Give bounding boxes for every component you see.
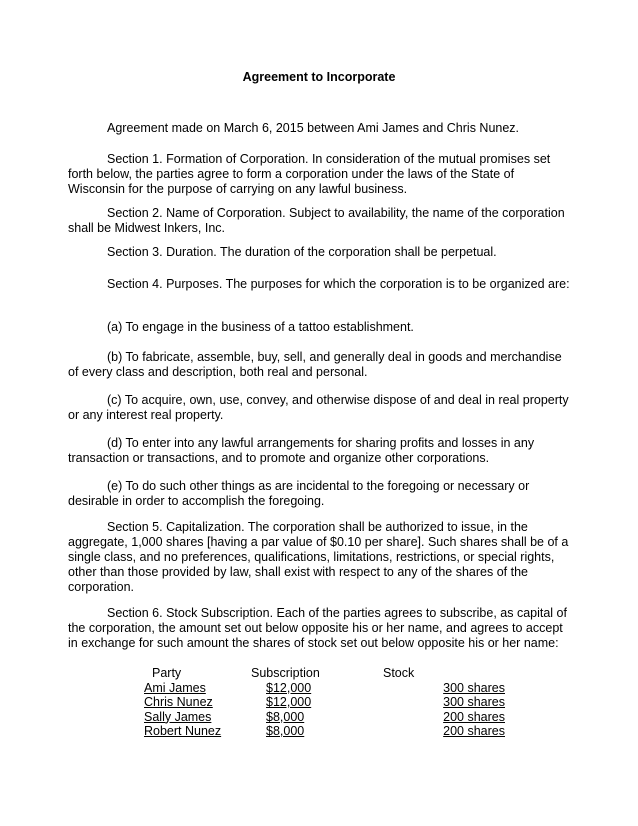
- agreement-intro: Agreement made on March 6, 2015 between Ami James and Chris Nunez.: [107, 121, 520, 135]
- purpose-c: (c) To acquire, own, use, convey, and otherwise dispose of and deal in real property or any interest real property.: [68, 393, 569, 422]
- purpose-e: (e) To do such other things as are incidental to the foregoing or necessary or desirable in order to accomplish the foregoing.: [68, 479, 530, 508]
- table-row: [144, 724, 505, 739]
- purpose-d: (d) To enter into any lawful arrangements for sharing profits and losses in any transaction or transactions, and to promote and organize other corporations.: [68, 436, 535, 465]
- stock-shares: 200 shares: [443, 724, 505, 738]
- party-name: Robert Nunez: [144, 724, 222, 738]
- subscription-table: [144, 666, 505, 739]
- section-6-stock-subscription: Section 6. Stock Subscription. Each of the parties agrees to subscribe, as capital of the corporation, the amount set out below opposite his or her name, and agrees to accept in exchange for such amount the shares of stock set out below opposite his or her name:: [68, 606, 567, 650]
- table-row: [144, 695, 505, 710]
- party-name: Ami James: [144, 680, 206, 695]
- header-stock: Stock: [383, 666, 415, 680]
- subscription-amount: $8,000: [266, 709, 305, 724]
- table-row: [144, 710, 505, 725]
- section-1-formation: Section 1. Formation of Corporation. In consideration of the mutual promises set forth below, the parties agree to form a corporation under the laws of the State of Wisconsin for the purpose of carrying on any lawful business.: [68, 152, 551, 196]
- subscription-amount: $12,000: [266, 680, 312, 695]
- section-5-capitalization: Section 5. Capitalization. The corporation shall be authorized to issue, in the aggregate, 1,000 shares [having a par value of $0.10 per share]. Such shares shall be of a single class, and no preferences, qualifications, limitations, restrictions, or special rights, other than those provided by law, shall exist with respect to any of the shares of the corporation.: [68, 520, 569, 594]
- section-3-duration: Section 3. Duration. The duration of the corporation shall be perpetual.: [107, 245, 497, 259]
- purpose-a: (a) To engage in the business of a tattoo establishment.: [107, 320, 414, 334]
- subscription-amount: $8,000: [266, 724, 305, 738]
- subscription-amount: $12,000: [266, 695, 312, 709]
- stock-shares: 300 shares: [443, 695, 505, 709]
- header-subscription: Subscription: [251, 666, 320, 680]
- stock-shares: 200 shares: [443, 709, 505, 724]
- section-4-purposes: Section 4. Purposes. The purposes for which the corporation is to be organized are:: [107, 277, 570, 291]
- header-party: Party: [152, 666, 182, 680]
- stock-shares: 300 shares: [443, 680, 505, 695]
- document-title: Agreement to Incorporate: [242, 70, 396, 84]
- section-2-name: Section 2. Name of Corporation. Subject to availability, the name of the corporation shall be Midwest Inkers, Inc.: [68, 206, 565, 235]
- purpose-b: (b) To fabricate, assemble, buy, sell, and generally deal in goods and merchandise of every class and description, both real and personal.: [68, 350, 562, 379]
- subscription-table-header: [144, 666, 505, 681]
- party-name: Chris Nunez: [144, 695, 213, 709]
- table-row: [144, 681, 505, 696]
- party-name: Sally James: [144, 709, 212, 724]
